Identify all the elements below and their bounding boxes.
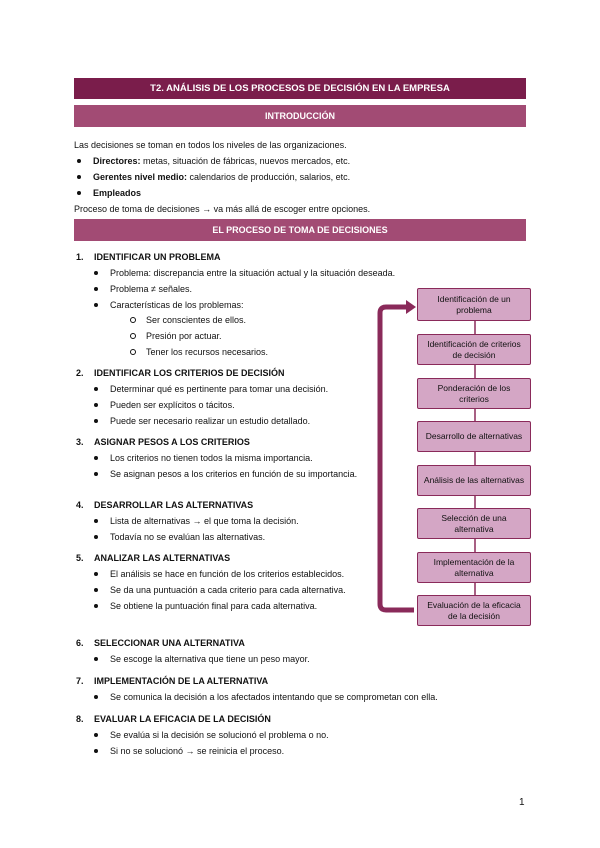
list-item: Problema ≠ señales. — [91, 283, 395, 295]
section-3-heading: 3. ASIGNAR PESOS A LOS CRITERIOS — [76, 437, 250, 447]
flowchart-step-2: Identificación de criterios de decisión — [417, 334, 531, 365]
list-item: El análisis se hace en función de los criterios establecidos. — [91, 568, 369, 580]
section-8-heading: 8. EVALUAR LA EFICACIA DE LA DECISIÓN — [76, 714, 271, 724]
section-6-bullets — [91, 653, 310, 669]
list-item: Tener los recursos necesarios. — [127, 346, 268, 358]
flowchart-step-3: Ponderación de los criterios — [417, 378, 531, 409]
section-5-heading: 5. ANALIZAR LAS ALTERNATIVAS — [76, 553, 231, 563]
flowchart-step-8: Evaluación de la eficacia de la decisión — [417, 595, 531, 626]
list-item: Determinar qué es pertinente para tomar una decisión. — [91, 383, 328, 395]
section-6-heading: 6. SELECCIONAR UNA ALTERNATIVA — [76, 638, 245, 648]
section-7-bullets — [91, 691, 438, 707]
flowchart-step-4: Desarrollo de alternativas — [417, 421, 531, 452]
section-2-bullets — [91, 383, 328, 431]
section-1-bullets — [91, 267, 395, 315]
flowchart-step-7: Implementación de la alternativa — [417, 552, 531, 583]
list-item: Se comunica la decisión a los afectados intentando que se comprometan con ella. — [91, 691, 438, 703]
list-item: Características de los problemas: — [91, 299, 395, 311]
section-8-bullets — [91, 729, 329, 761]
page-number: 1 — [519, 797, 525, 808]
list-item: Presión por actuar. — [127, 330, 268, 342]
section-5-bullets — [91, 568, 369, 616]
intro-bullet: Gerentes nivel medio: calendarios de producción, salarios, etc. — [74, 171, 350, 183]
document-title: T2. ANÁLISIS DE LOS PROCESOS DE DECISIÓN EN LA EMPRESA — [74, 78, 526, 99]
flowchart-step-6: Selección de una alternativa — [417, 508, 531, 539]
list-item: Ser conscientes de ellos. — [127, 314, 268, 326]
intro-heading: INTRODUCCIÓN — [74, 105, 526, 127]
section-4-heading: 4. DESARROLLAR LAS ALTERNATIVAS — [76, 500, 254, 510]
list-item: Se da una puntuación a cada criterio para cada alternativa. — [91, 584, 369, 596]
section-2-heading: 2. IDENTIFICAR LOS CRITERIOS DE DECISIÓN — [76, 368, 285, 378]
intro-bullet: Directores: metas, situación de fábricas, nuevos mercados, etc. — [74, 155, 350, 167]
list-item: Lista de alternativas → el que toma la decisión. — [91, 515, 299, 527]
list-item: Se asignan pesos a los criterios en función de su importancia. — [91, 468, 369, 480]
intro-lead: Las decisiones se toman en todos los niveles de las organizaciones. — [74, 140, 347, 150]
intro-bullet-list — [74, 155, 350, 203]
section-7-heading: 7. IMPLEMENTACIÓN DE LA ALTERNATIVA — [76, 676, 269, 686]
section-3-bullets — [91, 452, 369, 484]
intro-closing: Proceso de toma de decisiones → va más allá de escoger entre opciones. — [74, 204, 371, 214]
list-item: Puede ser necesario realizar un estudio detallado. — [91, 415, 328, 427]
intro-bullet: Empleados — [74, 187, 350, 199]
process-heading: EL PROCESO DE TOMA DE DECISIONES — [74, 219, 526, 241]
flowchart-step-1: Identificación de un problema — [417, 288, 531, 321]
list-item: Si no se solucionó → se reinicia el proceso. — [91, 745, 329, 757]
flowchart-step-5: Análisis de las alternativas — [417, 465, 531, 496]
flowchart-feedback-arrow — [370, 295, 420, 625]
list-item: Pueden ser explícitos o tácitos. — [91, 399, 328, 411]
list-item: Se obtiene la puntuación final para cada alternativa. — [91, 600, 369, 612]
list-item: Se evalúa si la decisión se solucionó el problema o no. — [91, 729, 329, 741]
list-item: Los criterios no tienen todos la misma importancia. — [91, 452, 369, 464]
list-item: Problema: discrepancia entre la situación actual y la situación deseada. — [91, 267, 395, 279]
list-item: Se escoge la alternativa que tiene un peso mayor. — [91, 653, 310, 665]
section-4-bullets — [91, 515, 299, 547]
list-item: Todavía no se evalúan las alternativas. — [91, 531, 299, 543]
section-1-heading: 1. IDENTIFICAR UN PROBLEMA — [76, 252, 221, 262]
section-1-subbullets — [127, 314, 268, 362]
